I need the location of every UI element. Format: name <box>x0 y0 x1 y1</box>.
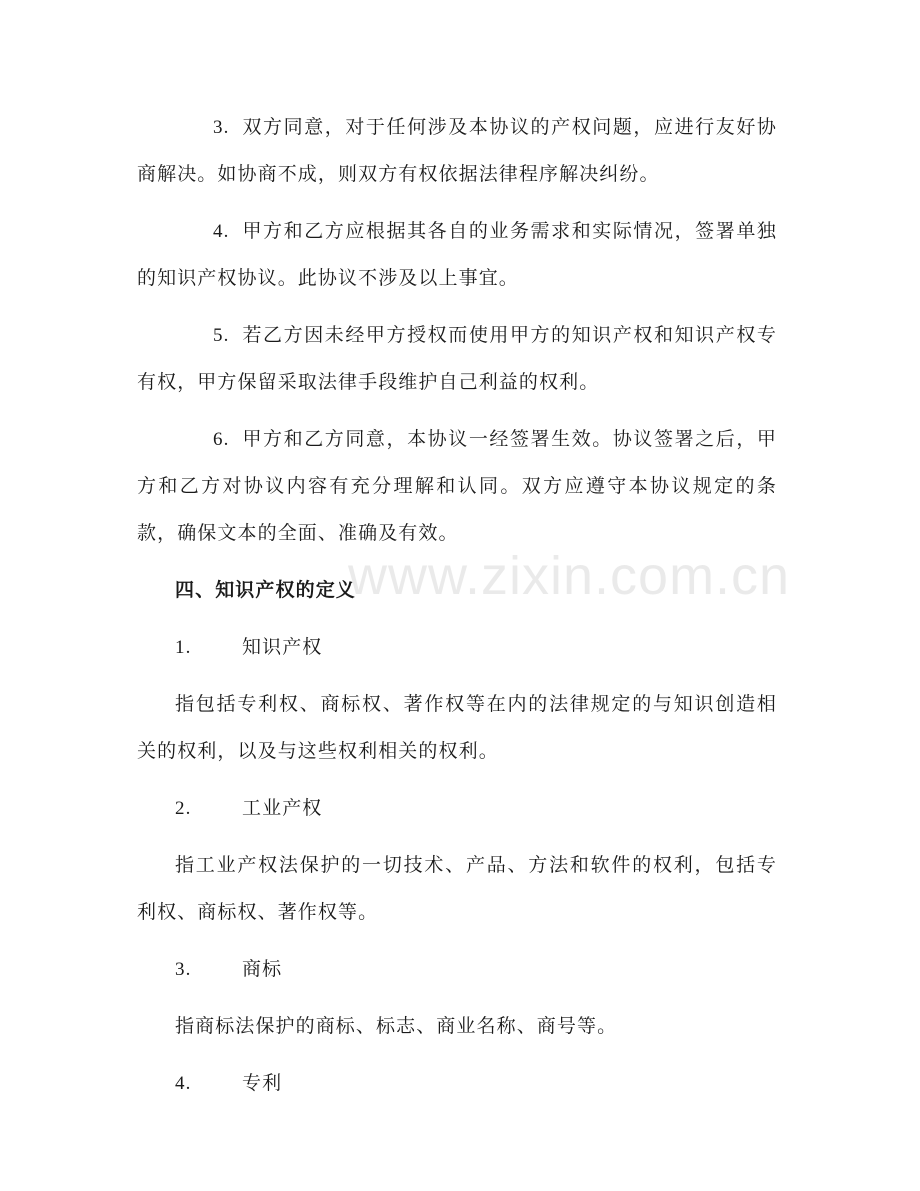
definition-desc-1: 指包括专利权、商标权、著作权等在内的法律规定的与知识创造相关的权利，以及与这些权利相关的权利。 <box>137 693 777 762</box>
watermark: www.zixin.com.cn <box>348 546 791 606</box>
definition-term: 商标 <box>242 958 283 980</box>
definition-desc-2: 指工业产权法保护的一切技术、产品、方法和软件的权利，包括专利权、商标权、著作权等。 <box>137 854 777 923</box>
clause-number: 6. <box>213 429 230 450</box>
definition-term-1 <box>137 624 777 671</box>
definition-number: 1. <box>175 637 192 658</box>
section-heading: 四、知识产权的定义 <box>175 579 356 601</box>
definition-term-2 <box>137 785 777 832</box>
definition-number: 4. <box>175 1073 192 1094</box>
clause-text: 若乙方因未经甲方授权而使用甲方的知识产权和知识产权专有权，甲方保留采取法律手段维护自己利益的权利。 <box>137 324 777 393</box>
definition-number: 3. <box>175 959 192 980</box>
clause-text: 双方同意，对于任何涉及本协议的产权问题，应进行友好协商解决。如协商不成，则双方有权依据法律程序解决纠纷。 <box>137 116 777 185</box>
clause-4 <box>137 208 777 302</box>
definition-desc-3: 指商标法保护的商标、标志、商业名称、商号等。 <box>175 1015 618 1037</box>
clause-text: 甲方和乙方应根据其各自的业务需求和实际情况，签署单独的知识产权协议。此协议不涉及以上事宜。 <box>137 220 777 289</box>
clause-5 <box>137 312 777 406</box>
clause-6 <box>137 416 777 557</box>
definition-term-3 <box>137 946 777 993</box>
clause-number: 4. <box>213 221 230 242</box>
definition-term: 工业产权 <box>242 797 323 819</box>
clause-number: 3. <box>213 117 230 138</box>
clause-text: 甲方和乙方同意，本协议一经签署生效。协议签署之后，甲方和乙方对协议内容有充分理解和认同。双方应遵守本协议规定的条款，确保文本的全面、准确及有效。 <box>137 428 777 544</box>
definition-term-4 <box>137 1060 777 1107</box>
definition-number: 2. <box>175 798 192 819</box>
clause-3 <box>137 104 777 198</box>
definition-term: 专利 <box>242 1072 283 1094</box>
clause-number: 5. <box>213 325 230 346</box>
definition-term: 知识产权 <box>242 636 323 658</box>
document-body <box>137 104 777 1117</box>
